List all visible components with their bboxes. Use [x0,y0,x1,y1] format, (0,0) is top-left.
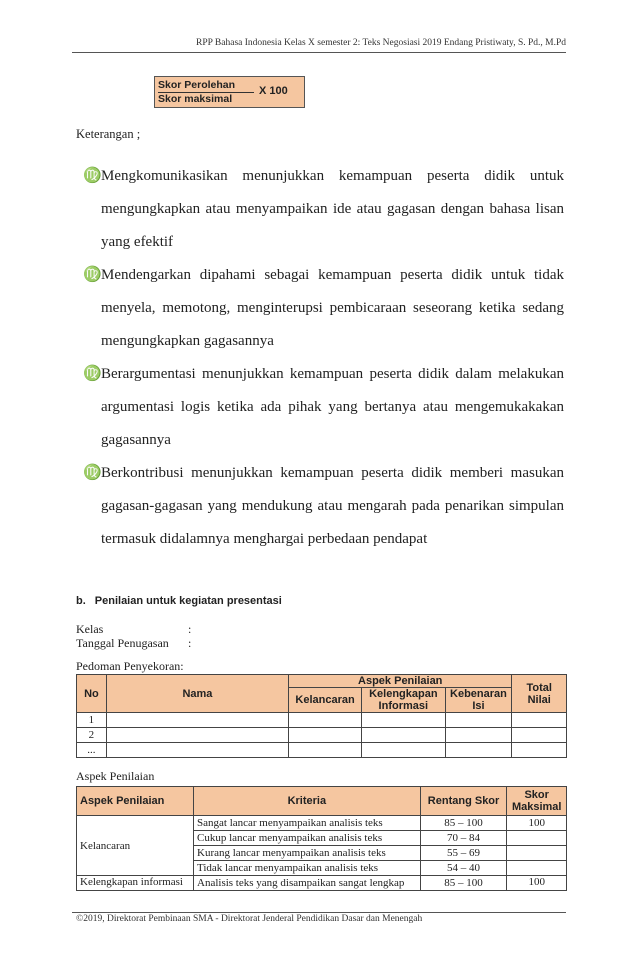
page-footer: ©2019, Direktorat Pembinaan SMA - Direktorat Jenderal Pendidikan Dasar dan Menengah [76,914,423,924]
rentang-cell: 85 – 100 [420,876,507,891]
row-number: ... [77,743,107,758]
rentang-cell: 54 – 40 [420,861,507,876]
row-number: 1 [77,713,107,728]
section-b-heading [76,595,282,607]
footer-divider [72,912,566,913]
presentation-score-table [76,674,567,758]
skor-cell [507,846,567,861]
skor-cell: 100 [507,876,567,891]
header-divider [72,52,566,53]
section-b-label: b. [76,595,86,607]
page-header: RPP Bahasa Indonesia Kelas X semester 2: Teks Negosiasi 2019 Endang Pristiwaty, S. Pd., M.Pd [196,38,566,48]
formula-fraction [158,79,254,105]
col-rentang-skor: Rentang Skor [420,787,507,816]
aspek-kelengkapan: Kelengkapan informasi [77,876,194,891]
kriteria-cell: Analisis teks yang disampaikan sangat lengkap [194,876,421,891]
tanggal-label: Tanggal Penugasan [76,636,169,650]
list-item-text: Mengkomunikasikan menunjukkan kemampuan peserta didik untuk mengungkapkan atau menyampaikan ide atau gagasan dengan bahasa lisan yang efektif [101,168,564,250]
col-kelancaran: Kelancaran [289,688,362,713]
aspek-kelancaran: Kelancaran [77,816,194,876]
rentang-cell: 70 – 84 [420,831,507,846]
table-row [77,876,567,891]
virgo-bullet-icon: ♍ [83,366,102,382]
table-row [77,728,567,743]
tanggal-colon: : [188,636,192,650]
list-item [84,259,564,358]
rentang-cell: 85 – 100 [420,816,507,831]
list-item-text: Mendengarkan dipahami sebagai kemampuan peserta didik untuk tidak menyela, memotong, menginterupsi pembicaraan seseorang ketika sedang mengungkapkan gagasannya [101,267,564,349]
kriteria-cell: Cukup lancar menyampaikan analisis teks [194,831,421,846]
col-nama: Nama [106,675,288,713]
kelas-label: Kelas [76,622,104,636]
kriteria-cell: Kurang lancar menyampaikan analisis teks [194,846,421,861]
list-item [84,160,564,259]
kelas-colon: : [188,622,192,636]
virgo-bullet-icon: ♍ [83,465,102,481]
col-skor-maksimal: Skor Maksimal [507,787,567,816]
formula-multiplier: X 100 [259,85,288,97]
list-item-text: Berkontribusi menunjukkan kemampuan peserta didik memberi masukan gagasan-gagasan yang mendukung atau mengarah pada penarikan simpulan termasuk didalamnya menghargai perbedaan pendapat [101,465,564,547]
kriteria-cell: Tidak lancar menyampaikan analisis teks [194,861,421,876]
col-total: Total Nilai [512,675,567,713]
assessment-criteria-table [76,786,567,891]
table-row [77,816,567,831]
aspek-penilaian-label: Aspek Penilaian [76,769,155,783]
kelas-field [76,622,192,637]
list-item [84,358,564,457]
skor-cell: 100 [507,816,567,831]
list-item [84,457,564,556]
keterangan-label: Keterangan ; [76,127,141,141]
tanggal-field [76,636,192,651]
col-aspek-penilaian: Aspek Penilaian [77,787,194,816]
skor-cell [507,861,567,876]
col-no: No [77,675,107,713]
criteria-list [84,160,564,556]
table-row [77,713,567,728]
rentang-cell: 55 – 69 [420,846,507,861]
col-kriteria: Kriteria [194,787,421,816]
col-aspek: Aspek Penilaian [289,675,512,688]
table-row [77,743,567,758]
list-item-text: Berargumentasi menunjukkan kemampuan peserta didik dalam melakukan argumentasi logis ketika ada pihak yang bertanya atau mengemukakakan gagasannya [101,366,564,448]
kriteria-cell: Sangat lancar menyampaikan analisis teks [194,816,421,831]
skor-cell [507,831,567,846]
formula-numerator: Skor Perolehan [158,79,254,93]
virgo-bullet-icon: ♍ [83,168,102,184]
score-formula [154,76,305,108]
section-b-title: Penilaian untuk kegiatan presentasi [94,595,282,607]
col-kelengkapan: Kelengkapan Informasi [362,688,445,713]
pedoman-label: Pedoman Penyekoran: [76,659,184,673]
col-kebenaran: Kebenaran Isi [445,688,512,713]
formula-denominator: Skor maksimal [158,93,233,105]
row-number: 2 [77,728,107,743]
virgo-bullet-icon: ♍ [83,267,102,283]
